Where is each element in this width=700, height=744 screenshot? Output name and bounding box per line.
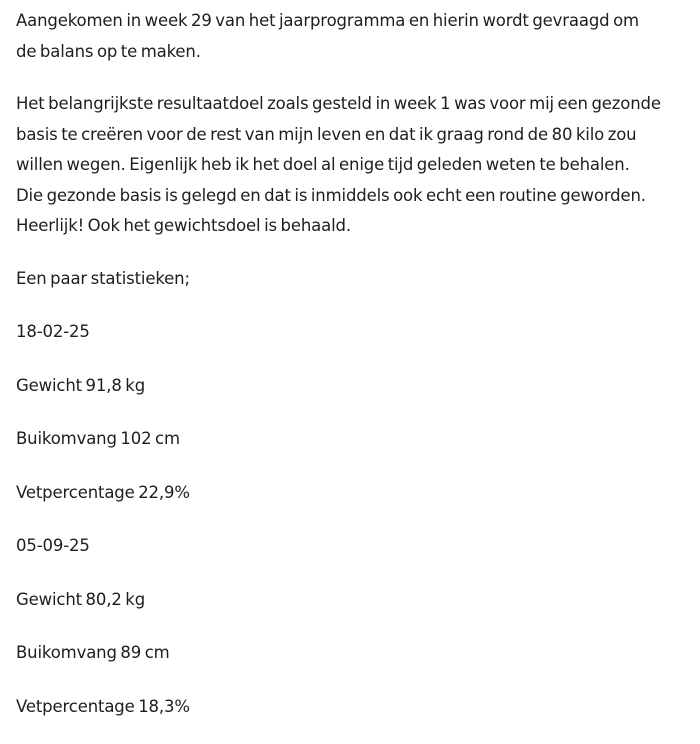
stats-before-fat: Vetpercentage 22,9% [16, 482, 190, 502]
stats-after-date: 05-09-25 [16, 536, 90, 556]
stats-before-date: 18-02-25 [16, 322, 90, 342]
stats-before-waist: Buikomvang 102 cm [16, 429, 180, 449]
stats-after-weight: Gewicht 80,2 kg [16, 589, 146, 609]
stats-after-waist: Buikomvang 89 cm [16, 643, 170, 663]
paragraph-stats-heading: Een paar statistieken; [16, 268, 190, 288]
paragraph-intro: Aangekomen in week 29 van het jaarprogramma en hierin wordt gevraagd om de balans op te maken. [16, 11, 639, 61]
paragraph-goal: Het belangrijkste resultaatdoel zoals gesteld in week 1 was voor mij een gezonde basis te creëren voor de rest van mijn leven en dat ik graag rond de 80 kilo zou willen wegen. Eigenlijk heb ik het doel al enige tijd geleden weten te behalen. Die gezonde basis is gelegd en dat is inmiddels ook echt een routine geworden. Heerlijk! Ook het gewichtsdoel is behaald. [16, 94, 661, 236]
article-body [16, 5, 686, 744]
stats-after-fat: Vetpercentage 18,3% [16, 696, 190, 716]
stats-before-weight: Gewicht 91,8 kg [16, 375, 146, 395]
